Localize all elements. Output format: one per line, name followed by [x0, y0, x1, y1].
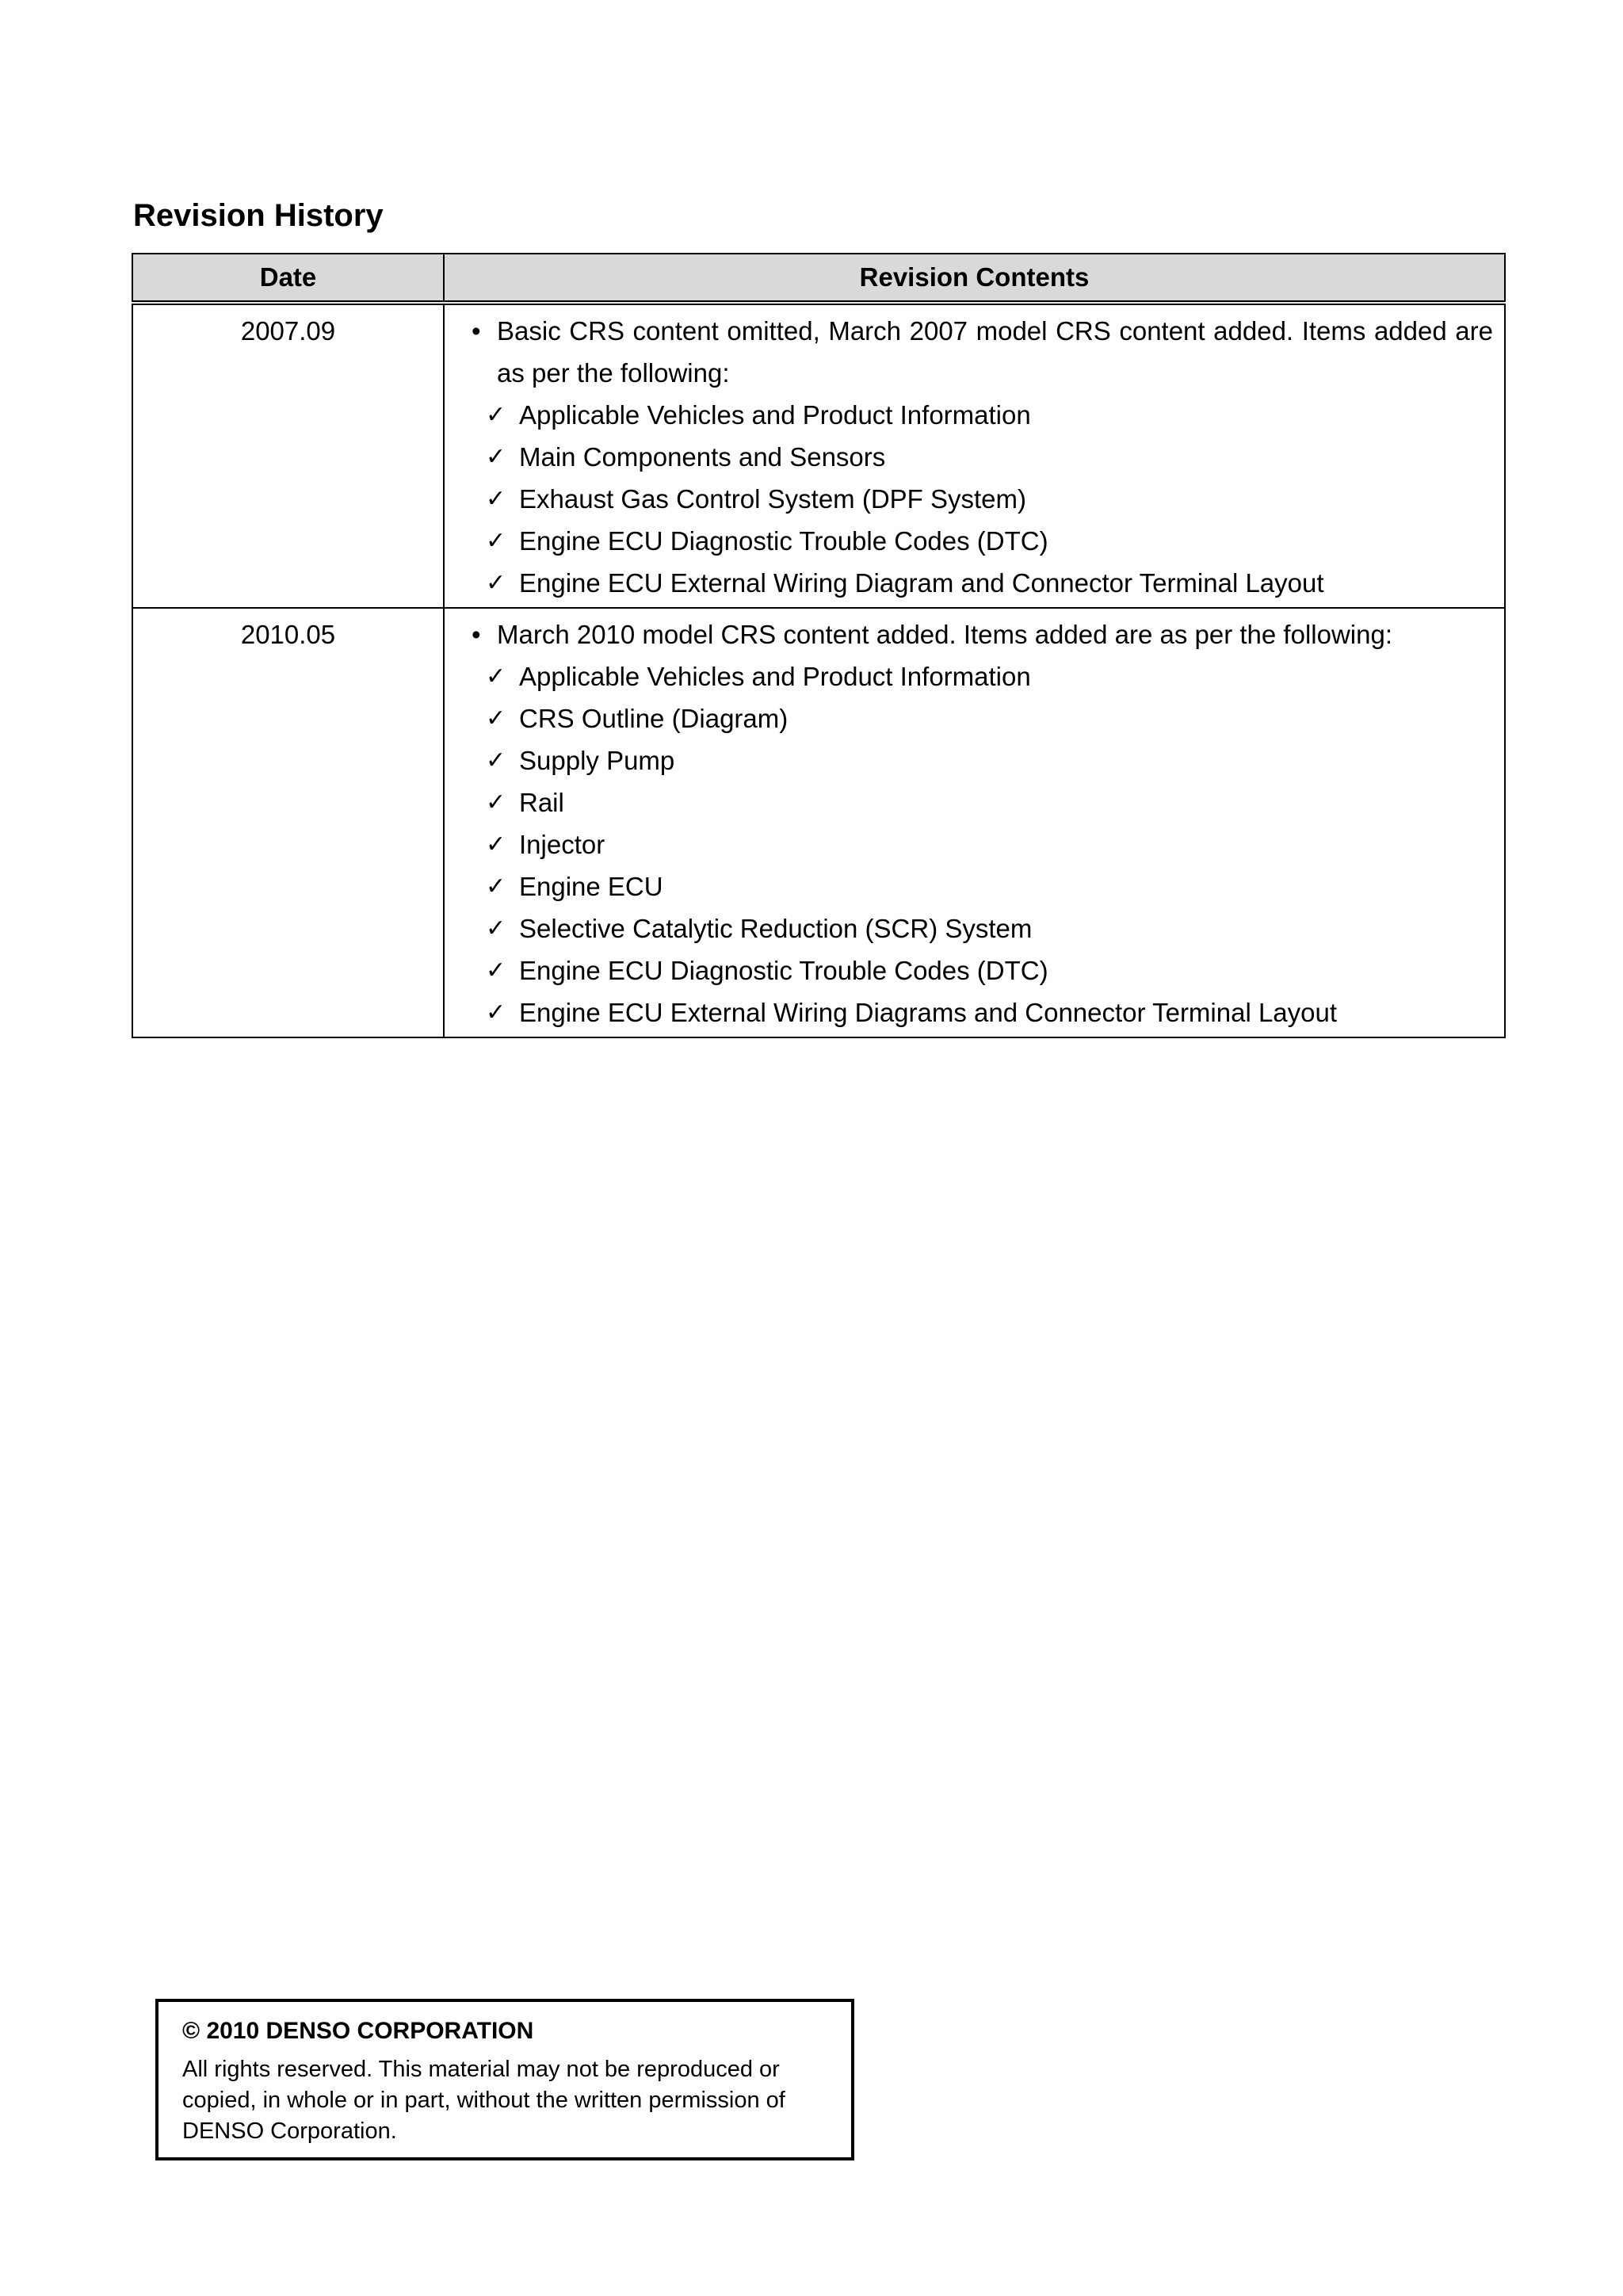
checkmark-icon: ✓: [486, 527, 506, 555]
bullet-icon: •: [472, 620, 481, 649]
revision-item-text: Exhaust Gas Control System (DPF System): [519, 484, 1027, 514]
copyright-notice-box: [155, 1999, 854, 2160]
list-item: [472, 991, 1493, 1033]
revision-item-text: Engine ECU: [519, 872, 663, 901]
checkmark-icon: ✓: [486, 915, 506, 942]
revision-summary-text: Basic CRS content omitted, March 2007 model CRS content added. Items added are as per the following:: [497, 316, 1493, 388]
revision-item-text: Engine ECU Diagnostic Trouble Codes (DTC): [519, 956, 1048, 985]
list-item: [472, 907, 1493, 949]
revision-summary-text: March 2010 model CRS content added. Items added are as per the following:: [497, 620, 1392, 649]
page-title: Revision History: [133, 198, 384, 233]
copyright-notice-text: All rights reserved. This material may not be reproduced or copied, in whole or in part, without the written permission of DENSO Corporation.: [182, 2057, 785, 2144]
revision-item-text: CRS Outline (Diagram): [519, 704, 789, 733]
revision-history-table: [132, 253, 1506, 1038]
checkmark-icon: ✓: [486, 443, 506, 471]
revision-item-text: Injector: [519, 830, 605, 859]
list-item: [472, 520, 1493, 562]
revision-items-list: [472, 394, 1493, 604]
revision-item-text: Rail: [519, 788, 564, 817]
checkmark-icon: ✓: [486, 705, 506, 732]
revision-rows: [132, 303, 1505, 1037]
list-item: [472, 394, 1493, 436]
revision-item-text: Engine ECU External Wiring Diagram and Connector Terminal Layout: [519, 568, 1324, 598]
checkmark-icon: ✓: [486, 789, 506, 816]
checkmark-icon: ✓: [486, 401, 506, 429]
revision-contents-column-header: Revision Contents: [444, 254, 1505, 303]
copyright-heading: © 2010 DENSO CORPORATION: [182, 2018, 534, 2044]
checkmark-icon: ✓: [486, 957, 506, 984]
checkmark-icon: ✓: [486, 873, 506, 900]
list-item: [472, 562, 1493, 604]
revision-item-text: Engine ECU External Wiring Diagrams and Connector Terminal Layout: [519, 998, 1338, 1027]
revision-item-text: Supply Pump: [519, 746, 675, 775]
checkmark-icon: ✓: [486, 831, 506, 858]
revision-item-text: Selective Catalytic Reduction (SCR) System: [519, 914, 1033, 943]
date-column-header: Date: [132, 254, 444, 303]
table-row: [132, 303, 1505, 608]
list-item: [472, 823, 1493, 865]
checkmark-icon: ✓: [486, 999, 506, 1026]
revision-date: 2007.09: [132, 303, 444, 608]
checkmark-icon: ✓: [486, 485, 506, 513]
revision-items-list: [472, 655, 1493, 1033]
list-item: [472, 436, 1493, 478]
revision-item-text: Engine ECU Diagnostic Trouble Codes (DTC): [519, 526, 1048, 556]
checkmark-icon: ✓: [486, 663, 506, 690]
revision-contents: [444, 303, 1505, 608]
list-item: [472, 949, 1493, 991]
revision-summary: [472, 310, 1493, 394]
revision-date: 2010.05: [132, 608, 444, 1037]
revision-item-text: Applicable Vehicles and Product Information: [519, 662, 1031, 691]
checkmark-icon: ✓: [486, 747, 506, 774]
table-header-row: [132, 254, 1505, 303]
revision-contents: [444, 608, 1505, 1037]
list-item: [472, 478, 1493, 520]
checkmark-icon: ✓: [486, 569, 506, 597]
revision-item-text: Applicable Vehicles and Product Information: [519, 400, 1031, 430]
list-item: [472, 697, 1493, 739]
list-item: [472, 655, 1493, 697]
revision-item-text: Main Components and Sensors: [519, 442, 886, 472]
list-item: [472, 781, 1493, 823]
list-item: [472, 739, 1493, 781]
bullet-icon: •: [472, 316, 481, 346]
revision-summary: [472, 613, 1493, 655]
list-item: [472, 865, 1493, 907]
table-row: [132, 608, 1505, 1037]
